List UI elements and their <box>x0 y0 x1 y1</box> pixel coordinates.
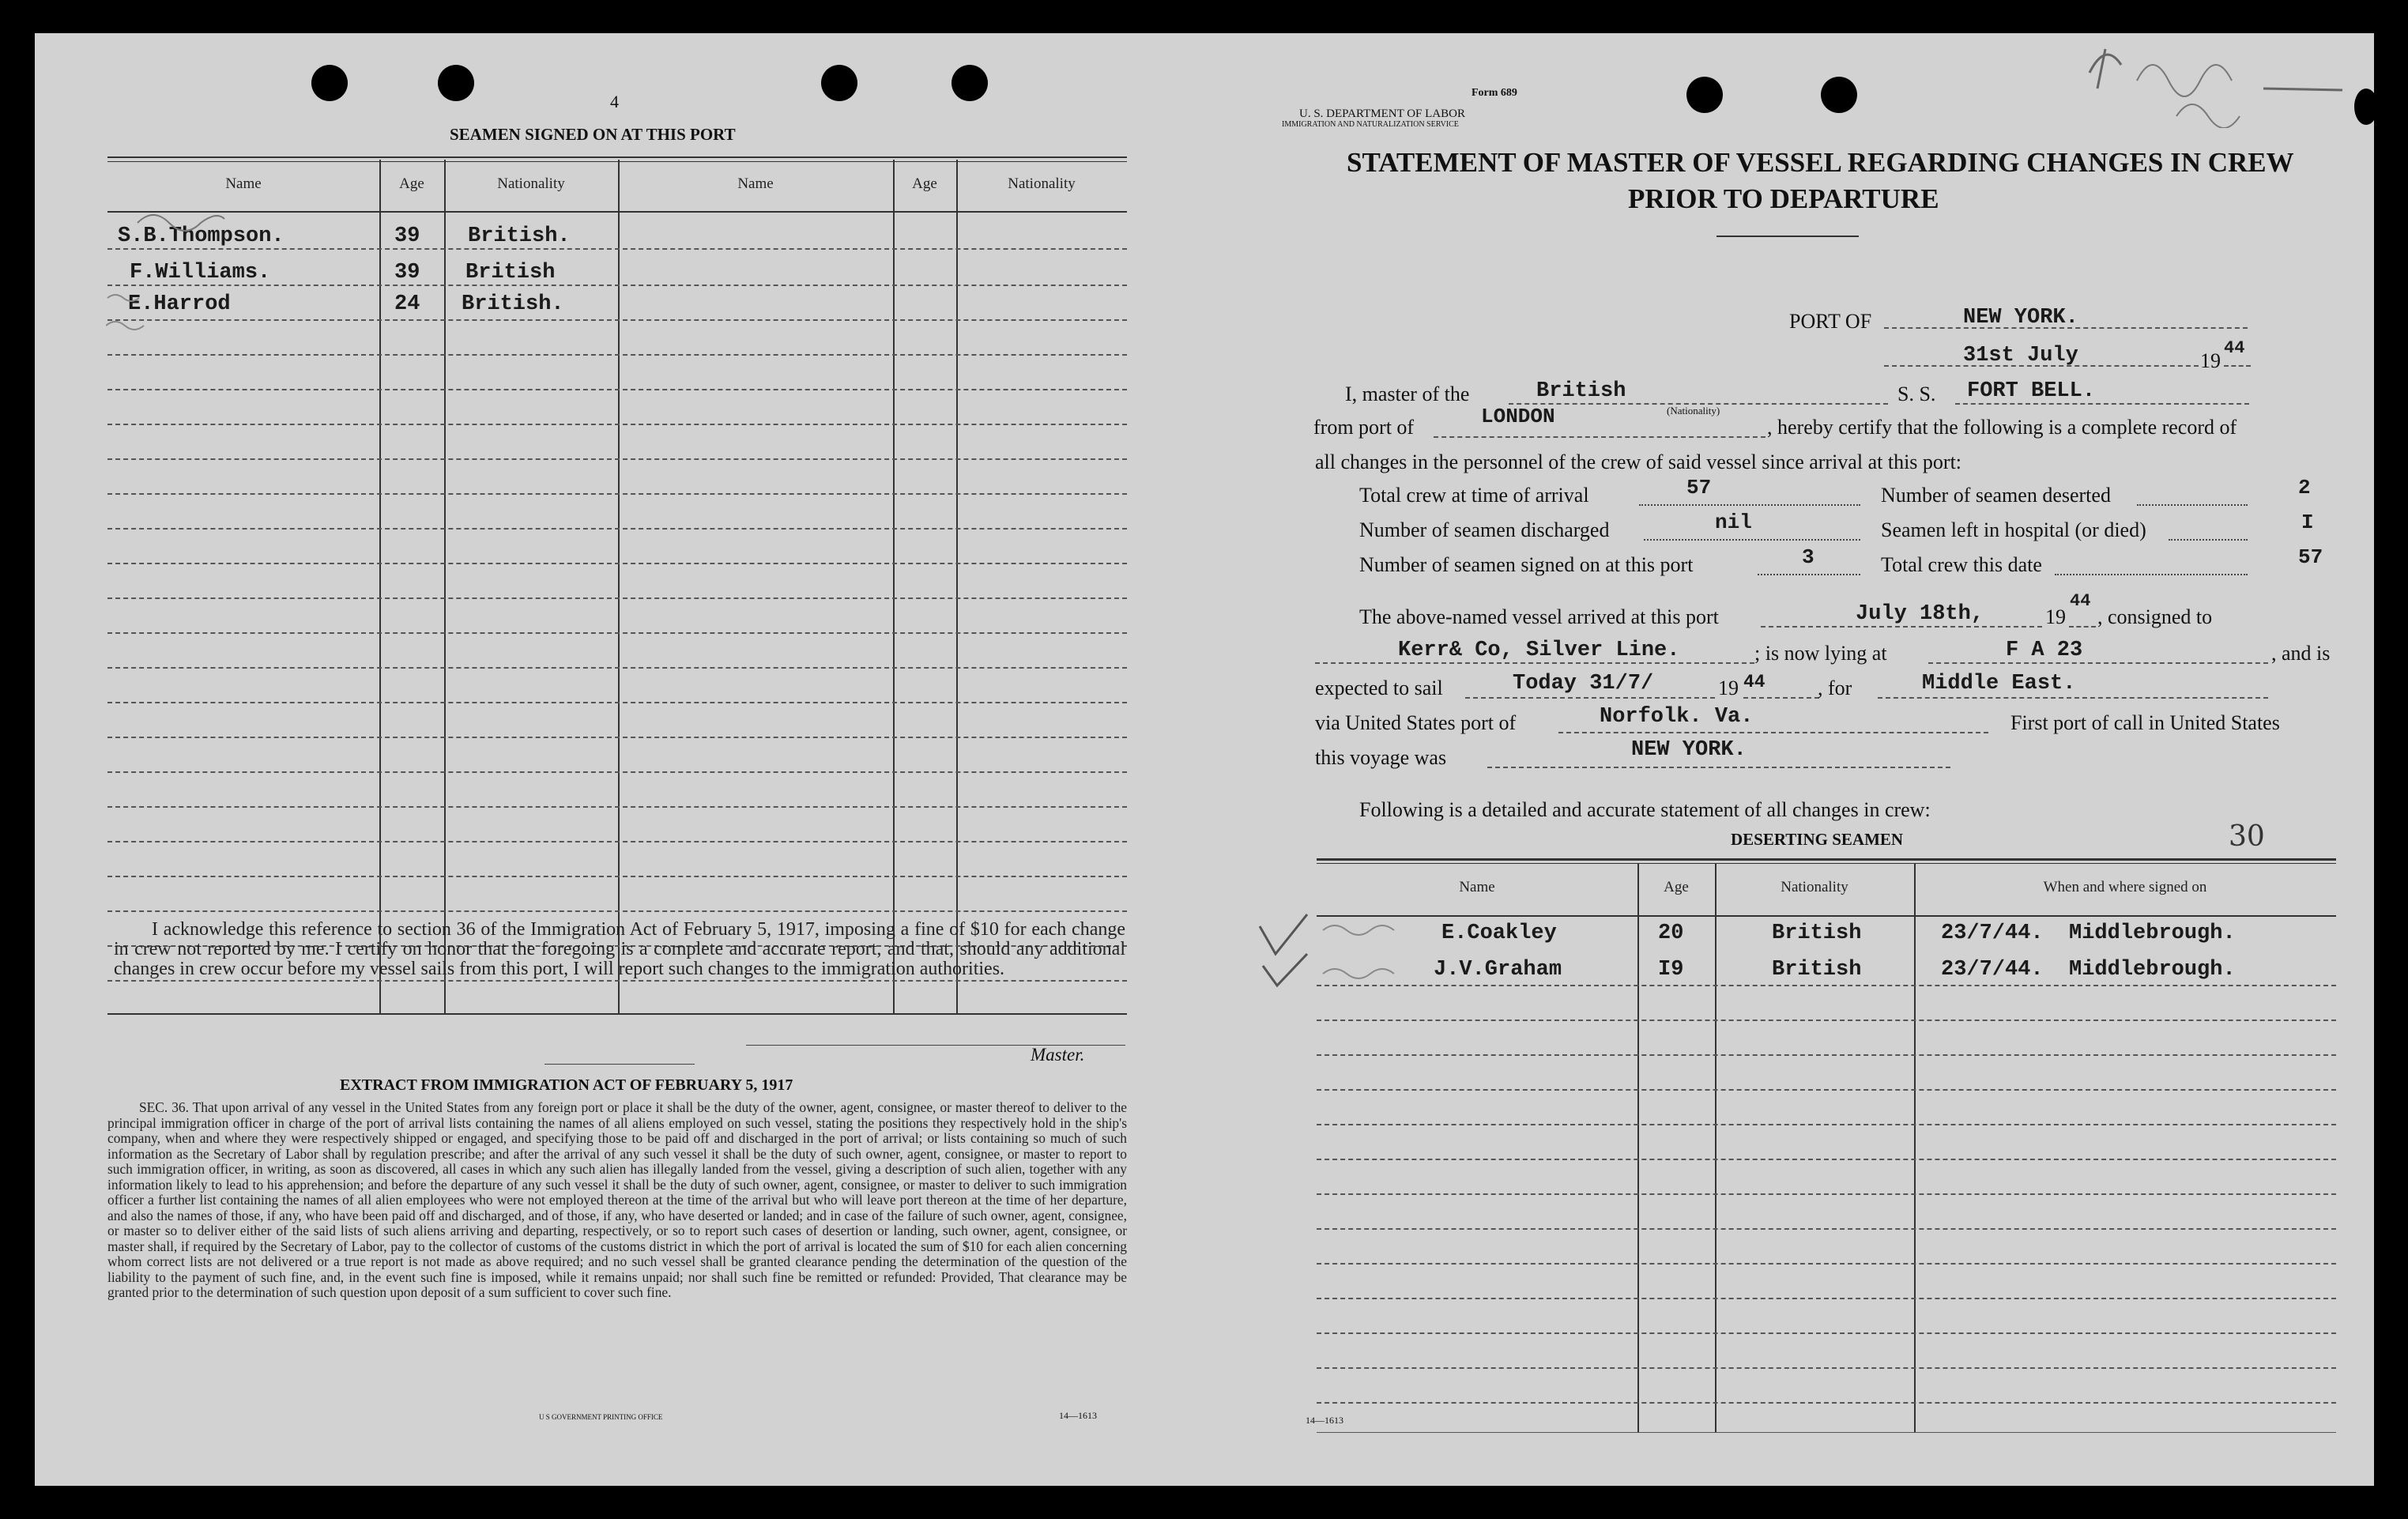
pencil-scribble <box>2082 41 2366 128</box>
master-of-label: I, master of the <box>1345 383 1470 405</box>
deserted-value: 2 <box>2298 476 2311 499</box>
seaman-nationality: British <box>465 261 556 285</box>
page-number: 4 <box>610 92 619 111</box>
title-rule <box>1717 236 1859 237</box>
extract-title: EXTRACT FROM IMMIGRATION ACT OF FEBRUARY 5, 1917 <box>340 1076 793 1094</box>
arrived-year: 44 <box>2070 591 2091 611</box>
department: U. S. DEPARTMENT OF LABOR <box>1299 107 1465 120</box>
divider <box>545 1064 695 1065</box>
check-mark-icon <box>1252 910 1441 989</box>
seaman-nationality: British. <box>468 224 571 248</box>
right-form-code: 14—1613 <box>1306 1415 1343 1426</box>
first-port-value: NEW YORK. <box>1631 738 1747 762</box>
form-title: STATEMENT OF MASTER OF VESSEL REGARDING CHANGES IN CREW <box>1347 147 2294 178</box>
and-is: , and is <box>2271 642 2331 665</box>
consignee: Kerr& Co, Silver Line. <box>1398 639 1680 662</box>
column-header: Nationality <box>1008 175 1076 192</box>
extract-text: SEC. 36. That upon arrival of any vessel in the United States from any foreign port or place it shall be the duty of the owner, agent, consignee, or master thereof to deliver to the principal immigration officer in charge of the port of arrival lists containing the names of all aliens employed on such vessel, stating the positions they respectively hold in the ship's company, when and where they were respectively shipped or engaged, and specifying those to be paid off and discharged in the port of arrival; or lists containing so much of such information as the Secretary of Labor shall by regulation prescribe; and after the arrival of any such vessel it shall be the duty of such owner, agent, consignee, or master to report to such immigration officer, in writing, as soon as discovered, all cases in which any such alien has illegally landed from the vessel, giving a description of such alien, together with any information likely to lead to his apprehension; and before the departure of any such vessel it shall be the duty of such owner, agent, consignee, or master to deliver to such immigration officer a further list containing the names of all alien employees who were not employed thereon at the time of the arrival but who will leave port thereon at the time of her departure, and also the names of those, if any, who have been paid off and discharged, and of those, if any, who have deserted or landed; and in case of the failure of such owner, agent, consignee, or master so to deliver either of the said lists of such aliens arriving and departing, respectively, or so to report such cases of desertion or landing, such owner, agent, consignee, or master shall, if required by the Secretary of Labor, pay to the collector of customs of the customs district in which the port of arrival is located the sum of $10 for each alien concerning whom correct lists are not delivered or a true report is not made as above required; and no such vessel shall be granted clearance pending the determination of the question of the liability to the payment of such fine, and, in the event such fine is imposed, while it remains unpaid; nor shall such fine be remitted or refunded: Provided, That clearance may be granted prior to the determination of such question upon deposit of a sum sufficient to cover such fine. <box>107 1099 1127 1300</box>
punch-hole <box>438 65 474 101</box>
port-label: PORT OF <box>1789 310 1872 333</box>
seaman-age: 39 <box>394 224 420 248</box>
form-number: Form 689 <box>1472 87 1517 99</box>
deserting-column-header: Nationality <box>1781 879 1848 895</box>
punch-hole <box>952 65 988 101</box>
deserted-label: Number of seamen deserted <box>1881 484 2111 507</box>
column-header: Age <box>399 175 424 192</box>
deserting-title: DESERTING SEAMEN <box>1731 830 1904 849</box>
following-text: Following is a detailed and accurate statement of all changes in crew: <box>1359 798 1931 821</box>
section-title: SEAMEN SIGNED ON AT THIS PORT <box>450 125 736 144</box>
seaman-name: E.Harrod <box>128 292 231 316</box>
printer-imprint: U S GOVERNMENT PRINTING OFFICE <box>539 1413 663 1421</box>
form-subtitle: PRIOR TO DEPARTURE <box>1628 183 1939 214</box>
sail-date: Today 31/7/ <box>1513 672 1654 695</box>
ship-name: FORT BELL. <box>1967 379 2096 403</box>
expected-label: expected to sail <box>1315 677 1443 699</box>
deserter-age: 20 <box>1658 922 1684 945</box>
destination: Middle East. <box>1922 672 2076 695</box>
left-form-code: 14—1613 <box>1059 1410 1097 1421</box>
certify-text: , hereby certify that the following is a complete record of <box>1767 416 2237 439</box>
seaman-age: 24 <box>394 292 420 316</box>
discharged-label: Number of seamen discharged <box>1359 518 1610 541</box>
column-header: Nationality <box>497 175 565 192</box>
hospital-value: I <box>2301 511 2314 534</box>
arrived-label: The above-named vessel arrived at this port <box>1359 605 1719 628</box>
nationality-caption: (Nationality) <box>1667 405 1720 416</box>
seaman-name: F.Williams. <box>130 261 271 285</box>
sail-year-prefix: 19 <box>1718 677 1739 699</box>
deserting-column-header: When and where signed on <box>2043 879 2207 895</box>
seaman-age: 39 <box>394 261 420 285</box>
arrived-year-prefix: 19 <box>2045 605 2066 628</box>
year-value: 44 <box>2224 338 2245 358</box>
via-label: via United States port of <box>1315 711 1517 734</box>
acknowledgement-text: I acknowledge this reference to section 36 of the Immigration Act of February 5, 1917, imposing a fine of $10 for each change in crew not reported by me. I certify on honor that the foregoing is a complete and accurate report, and that, should any additional changes in crew occur before my vessel sails from this port, I will report such changes to the immigration authorities. <box>114 919 1125 979</box>
arrived-date: July 18th, <box>1856 602 1984 626</box>
discharged-value: nil <box>1715 511 1752 534</box>
for-label: , for <box>1818 677 1852 699</box>
total-crew-arrival-value: 57 <box>1686 476 1712 499</box>
year-prefix: 19 <box>2200 349 2221 372</box>
via-port: Norfolk. Va. <box>1600 705 1754 729</box>
ss-label: S. S. <box>1897 383 1936 405</box>
punch-hole <box>1821 77 1857 113</box>
deserter-nationality: British <box>1772 958 1862 982</box>
punch-hole <box>311 65 348 101</box>
deserter-nationality: British <box>1772 922 1862 945</box>
signed-on-value: 3 <box>1802 545 1814 569</box>
lying-at: F A 23 <box>2006 639 2083 662</box>
total-crew-today-value: 57 <box>2298 545 2323 569</box>
punch-hole <box>821 65 857 101</box>
deserting-column-header: Name <box>1459 879 1495 895</box>
deserter-name: E.Coakley <box>1441 922 1557 945</box>
changes-intro: all changes in the personnel of the crew of said vessel since arrival at this port: <box>1315 450 1962 473</box>
from-port-label: from port of <box>1313 416 1415 439</box>
deserting-column-header: Age <box>1664 879 1689 895</box>
date-value: 31st July <box>1963 344 2078 368</box>
port-value: NEW YORK. <box>1963 306 2078 330</box>
voyage-label: this voyage was <box>1315 746 1447 769</box>
seaman-name: S.B.Thompson. <box>118 224 285 248</box>
deserter-signed-on: 23/7/44. Middlebrough. <box>1941 922 2236 945</box>
consigned-label: , consigned to <box>2097 605 2213 628</box>
lying-label: ; is now lying at <box>1754 642 1887 665</box>
deserter-signed-on: 23/7/44. Middlebrough. <box>1941 958 2236 982</box>
service: IMMIGRATION AND NATURALIZATION SERVICE <box>1282 120 1459 129</box>
hospital-label: Seamen left in hospital (or died) <box>1881 518 2146 541</box>
document-sheet <box>35 33 2374 1486</box>
column-header: Name <box>737 175 774 192</box>
pencil-annotation <box>106 199 280 334</box>
from-port-value: LONDON <box>1481 405 1555 428</box>
deserter-age: I9 <box>1658 958 1684 982</box>
seaman-nationality: British. <box>462 292 564 316</box>
signed-on-label: Number of seamen signed on at this port <box>1359 553 1694 576</box>
total-crew-arrival-label: Total crew at time of arrival <box>1359 484 1589 507</box>
deserting-note: 30 <box>2229 820 2265 853</box>
master-label: Master. <box>1031 1045 1085 1065</box>
first-port-label: First port of call in United States <box>2010 711 2280 734</box>
sail-year: 44 <box>1743 672 1765 692</box>
punch-hole <box>1686 77 1723 113</box>
nationality-value: British <box>1536 379 1626 403</box>
column-header: Name <box>225 175 262 192</box>
deserter-name: J.V.Graham <box>1434 958 1562 982</box>
column-header: Age <box>912 175 937 192</box>
total-crew-today-label: Total crew this date <box>1881 553 2042 576</box>
